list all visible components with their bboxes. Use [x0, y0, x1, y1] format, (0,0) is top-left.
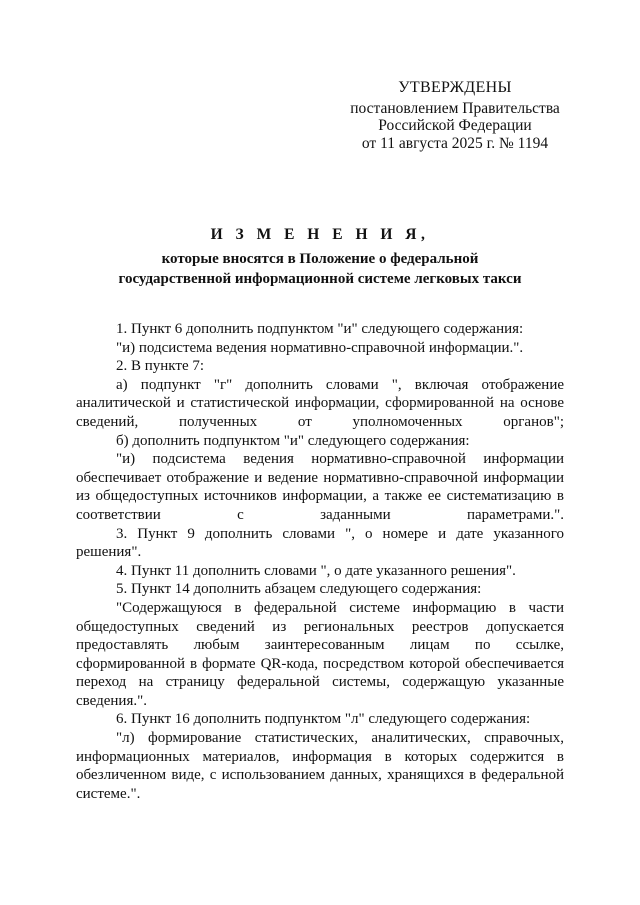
paragraph-7: 3. Пункт 9 дополнить словами ", о номере и дате указанного решения". — [76, 525, 564, 561]
paragraph-12: "л) формирование статистических, аналитических, справочных, информационных материалов, информация в которых содержится в обезличенном виде, с использованием данных, хранящихся в федеральной системе.". — [76, 730, 564, 802]
subtitle-line-2: государственной информационной системе легковых такси — [118, 270, 522, 287]
paragraph-10: "Содержащуюся в федеральной системе информацию в части общедоступных сведений из региональных реестров допускается предоставлять любым заинтересованным лицам по ссылке, сформированной в формате QR-кода, посредством которой обеспечивается переход на страницу федеральной системы, содержащую указанные сведения.". — [76, 599, 564, 709]
approval-line-3: от 11 августа 2025 г. № 1194 — [361, 134, 549, 152]
approval-stamp — [330, 79, 580, 152]
document-subtitle — [60, 250, 580, 289]
approval-line-2: Российской Федерации — [378, 117, 532, 134]
paragraph-3: 2. В пункте 7: — [116, 358, 205, 375]
document-body — [76, 320, 564, 803]
approved-heading: УТВЕРЖДЕНЫ — [398, 79, 512, 96]
paragraph-9: 5. Пункт 14 дополнить абзацем следующего содержания: — [116, 581, 482, 598]
document-title: И З М Е Н Е Н И Я, — [210, 226, 430, 243]
approval-line-1: постановлением Правительства — [350, 99, 560, 117]
subtitle-line-1: которые вносятся в Положение о федеральной — [161, 251, 479, 267]
paragraph-4: а) подпункт "г" дополнить словами ", включая отображение аналитической и статистической информации, сформированной на основе сведений, полученных от уполномоченных органов"; — [76, 376, 564, 430]
paragraph-1: 1. Пункт 6 дополнить подпунктом "и" следующего содержания: — [116, 321, 524, 337]
paragraph-5: б) дополнить подпунктом "и" следующего содержания: — [116, 432, 470, 449]
paragraph-8: 4. Пункт 11 дополнить словами ", о дате указанного решения". — [116, 562, 516, 579]
paragraph-6: "и) подсистема ведения нормативно-справочной информации обеспечивает отображение и ведение нормативно-справочной информации из общедоступных источников информации, а также ее систематизацию в соответствии с заданными параметрами.". — [76, 451, 564, 523]
paragraph-2: "и) подсистема ведения нормативно-справочной информации.". — [116, 339, 524, 356]
paragraph-11: 6. Пункт 16 дополнить подпунктом "л" следующего содержания: — [116, 711, 531, 728]
